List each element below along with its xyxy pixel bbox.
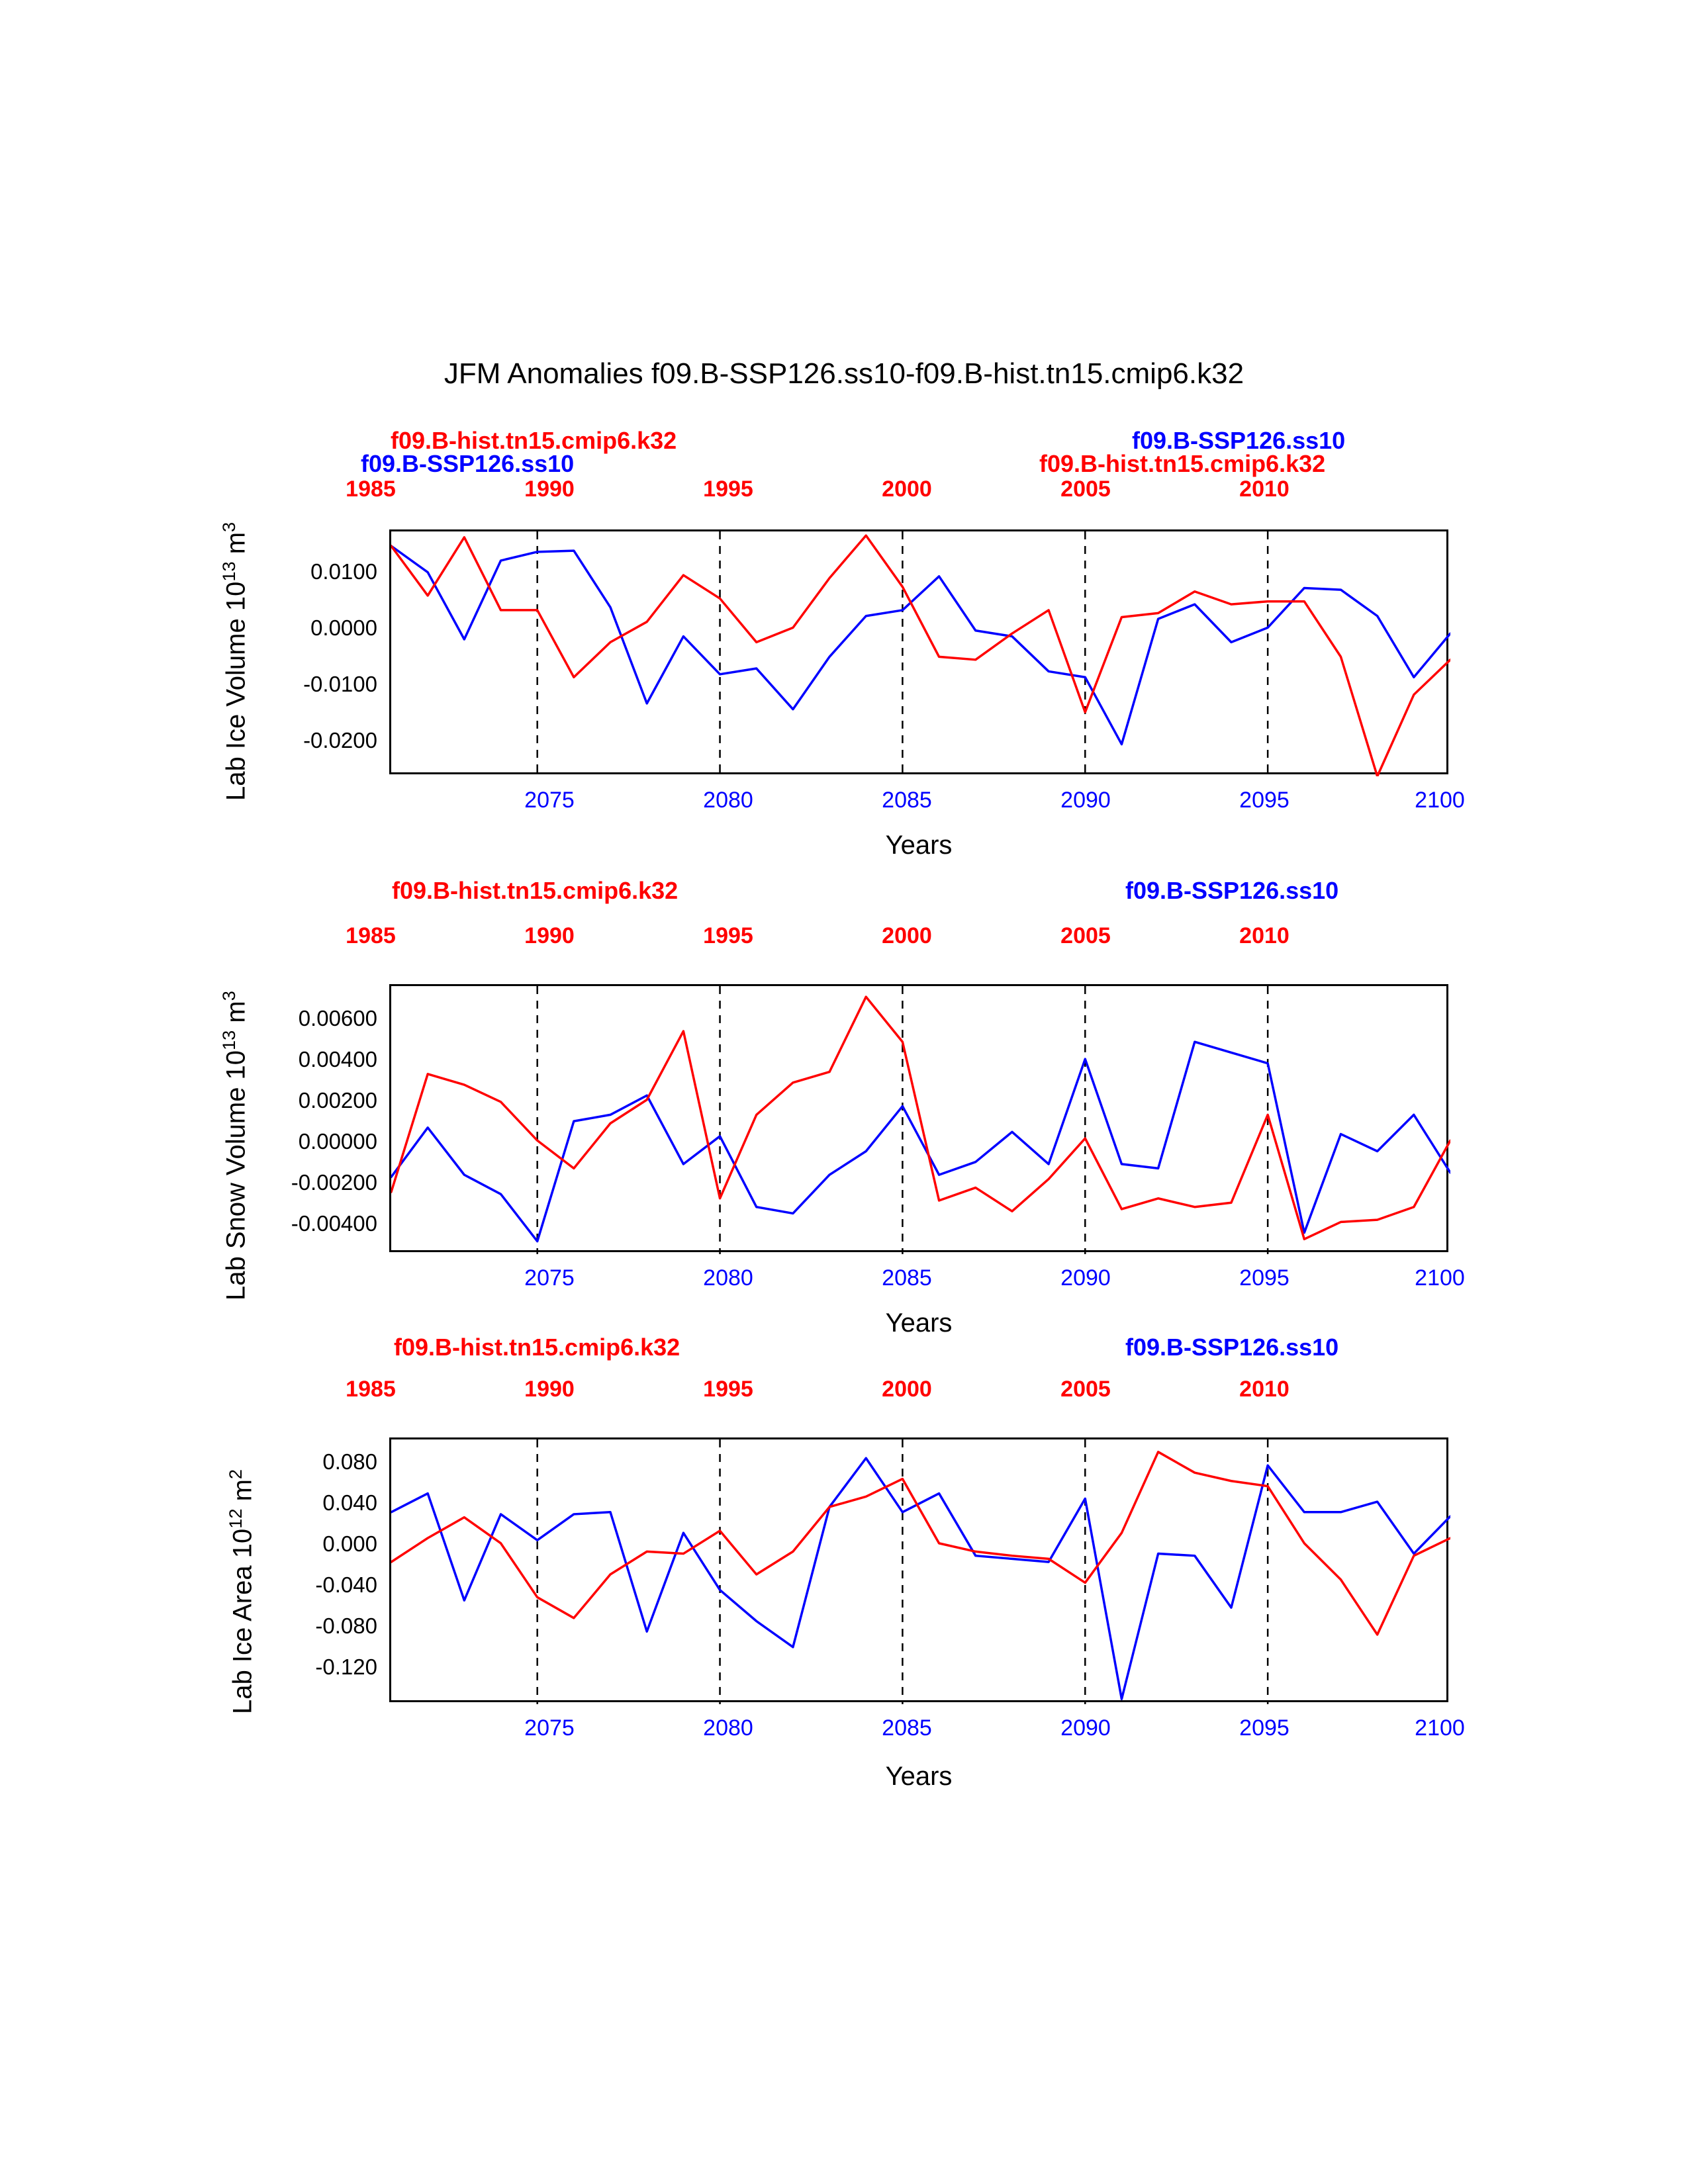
bottom-tick-2080-p3: 2080 bbox=[703, 1715, 753, 1741]
legend-blue-snow-volume: f09.B-SSP126.ss10 bbox=[1125, 877, 1339, 904]
bottom-tick-2100-p2: 2100 bbox=[1415, 1265, 1465, 1291]
ytick-p2-1: 0.00400 bbox=[298, 1047, 377, 1071]
ytick-p2-0: 0.00600 bbox=[298, 1006, 377, 1030]
top-tick-1995-p3: 1995 bbox=[703, 1377, 753, 1402]
top-tick-2010-p2: 2010 bbox=[1239, 923, 1289, 948]
legend-red-snow-volume: f09.B-hist.tn15.cmip6.k32 bbox=[392, 877, 679, 904]
ytick-p1-2: -0.0100 bbox=[303, 672, 377, 696]
ytick-p3-0: 0.080 bbox=[322, 1449, 377, 1474]
plot-area-ice-volume bbox=[389, 529, 1448, 774]
bottom-tick-2090-p1: 2090 bbox=[1060, 788, 1111, 813]
top-tick-2005-p2: 2005 bbox=[1060, 923, 1111, 948]
ylabel-ice-area: Lab Ice Area $10^{12}$ $m^2$ bbox=[225, 1469, 258, 1714]
legend-blue-ice-volume-right: f09.B-SSP126.ss10 bbox=[1132, 427, 1346, 454]
plot-lines-ice-volume bbox=[391, 531, 1450, 776]
top-tick-2005-p1: 2005 bbox=[1060, 477, 1111, 502]
ytick-p2-5: -0.00400 bbox=[291, 1211, 377, 1236]
top-tick-2000-p3: 2000 bbox=[882, 1377, 932, 1402]
top-tick-1985-p3: 1985 bbox=[346, 1377, 396, 1402]
bottom-tick-2080-p1: 2080 bbox=[703, 788, 753, 813]
bottom-tick-2095-p1: 2095 bbox=[1239, 788, 1289, 813]
bottom-tick-2075-p3: 2075 bbox=[524, 1715, 575, 1741]
ytick-p1-1: 0.0000 bbox=[310, 615, 377, 640]
xlabel-ice-volume: Years bbox=[885, 831, 953, 860]
plot-area-ice-area bbox=[389, 1437, 1448, 1702]
bottom-tick-2080-p2: 2080 bbox=[703, 1265, 753, 1291]
top-tick-2000-p1: 2000 bbox=[882, 477, 932, 502]
top-tick-1995-p1: 1995 bbox=[703, 477, 753, 502]
top-tick-1990-p2: 1990 bbox=[524, 923, 575, 948]
top-tick-1995-p2: 1995 bbox=[703, 923, 753, 948]
bottom-tick-2085-p3: 2085 bbox=[882, 1715, 932, 1741]
plot-lines-ice-area bbox=[391, 1439, 1450, 1704]
ytick-p3-2: 0.000 bbox=[322, 1531, 377, 1556]
ytick-p2-4: -0.00200 bbox=[291, 1170, 377, 1195]
legend-red-ice-area: f09.B-hist.tn15.cmip6.k32 bbox=[394, 1334, 680, 1361]
xlabel-ice-area: Years bbox=[885, 1762, 953, 1791]
ytick-p2-2: 0.00200 bbox=[298, 1088, 377, 1113]
bottom-tick-2075-p2: 2075 bbox=[524, 1265, 575, 1291]
bottom-tick-2075-p1: 2075 bbox=[524, 788, 575, 813]
top-tick-1985-p1: 1985 bbox=[346, 477, 396, 502]
ytick-p3-1: 0.040 bbox=[322, 1490, 377, 1515]
bottom-tick-2100-p3: 2100 bbox=[1415, 1715, 1465, 1741]
bottom-tick-2100-p1: 2100 bbox=[1415, 788, 1465, 813]
plot-lines-snow-volume bbox=[391, 986, 1450, 1254]
ylabel-snow-volume: Lab Snow Volume $10^{13}$ $m^3$ bbox=[218, 991, 251, 1300]
bottom-tick-2085-p1: 2085 bbox=[882, 788, 932, 813]
legend-blue-ice-volume-left: f09.B-SSP126.ss10 bbox=[361, 450, 575, 477]
ytick-p3-4: -0.080 bbox=[315, 1614, 377, 1638]
legend-red-ice-volume-left: f09.B-hist.tn15.cmip6.k32 bbox=[391, 427, 677, 454]
top-tick-2010-p3: 2010 bbox=[1239, 1377, 1289, 1402]
top-tick-2010-p1: 2010 bbox=[1239, 477, 1289, 502]
top-tick-1985-p2: 1985 bbox=[346, 923, 396, 948]
bottom-tick-2090-p2: 2090 bbox=[1060, 1265, 1111, 1291]
ytick-p3-5: -0.120 bbox=[315, 1655, 377, 1679]
ytick-p1-3: -0.0200 bbox=[303, 728, 377, 752]
ytick-p3-3: -0.040 bbox=[315, 1572, 377, 1597]
plot-area-snow-volume bbox=[389, 984, 1448, 1252]
bottom-tick-2095-p2: 2095 bbox=[1239, 1265, 1289, 1291]
bottom-tick-2095-p3: 2095 bbox=[1239, 1715, 1289, 1741]
top-tick-2005-p3: 2005 bbox=[1060, 1377, 1111, 1402]
top-tick-2000-p2: 2000 bbox=[882, 923, 932, 948]
bottom-tick-2090-p3: 2090 bbox=[1060, 1715, 1111, 1741]
top-tick-1990-p1: 1990 bbox=[524, 477, 575, 502]
figure-title: JFM Anomalies f09.B-SSP126.ss10-f09.B-hist.tn15.cmip6.k32 bbox=[444, 357, 1244, 390]
legend-red-ice-volume-right: f09.B-hist.tn15.cmip6.k32 bbox=[1039, 450, 1326, 477]
bottom-tick-2085-p2: 2085 bbox=[882, 1265, 932, 1291]
legend-blue-ice-area: f09.B-SSP126.ss10 bbox=[1125, 1334, 1339, 1361]
ytick-p2-3: 0.00000 bbox=[298, 1129, 377, 1154]
ylabel-ice-volume: Lab Ice Volume $10^{13}$ $m^3$ bbox=[218, 522, 251, 801]
ytick-p1-0: 0.0100 bbox=[310, 559, 377, 584]
top-tick-1990-p3: 1990 bbox=[524, 1377, 575, 1402]
xlabel-snow-volume: Years bbox=[885, 1308, 953, 1338]
